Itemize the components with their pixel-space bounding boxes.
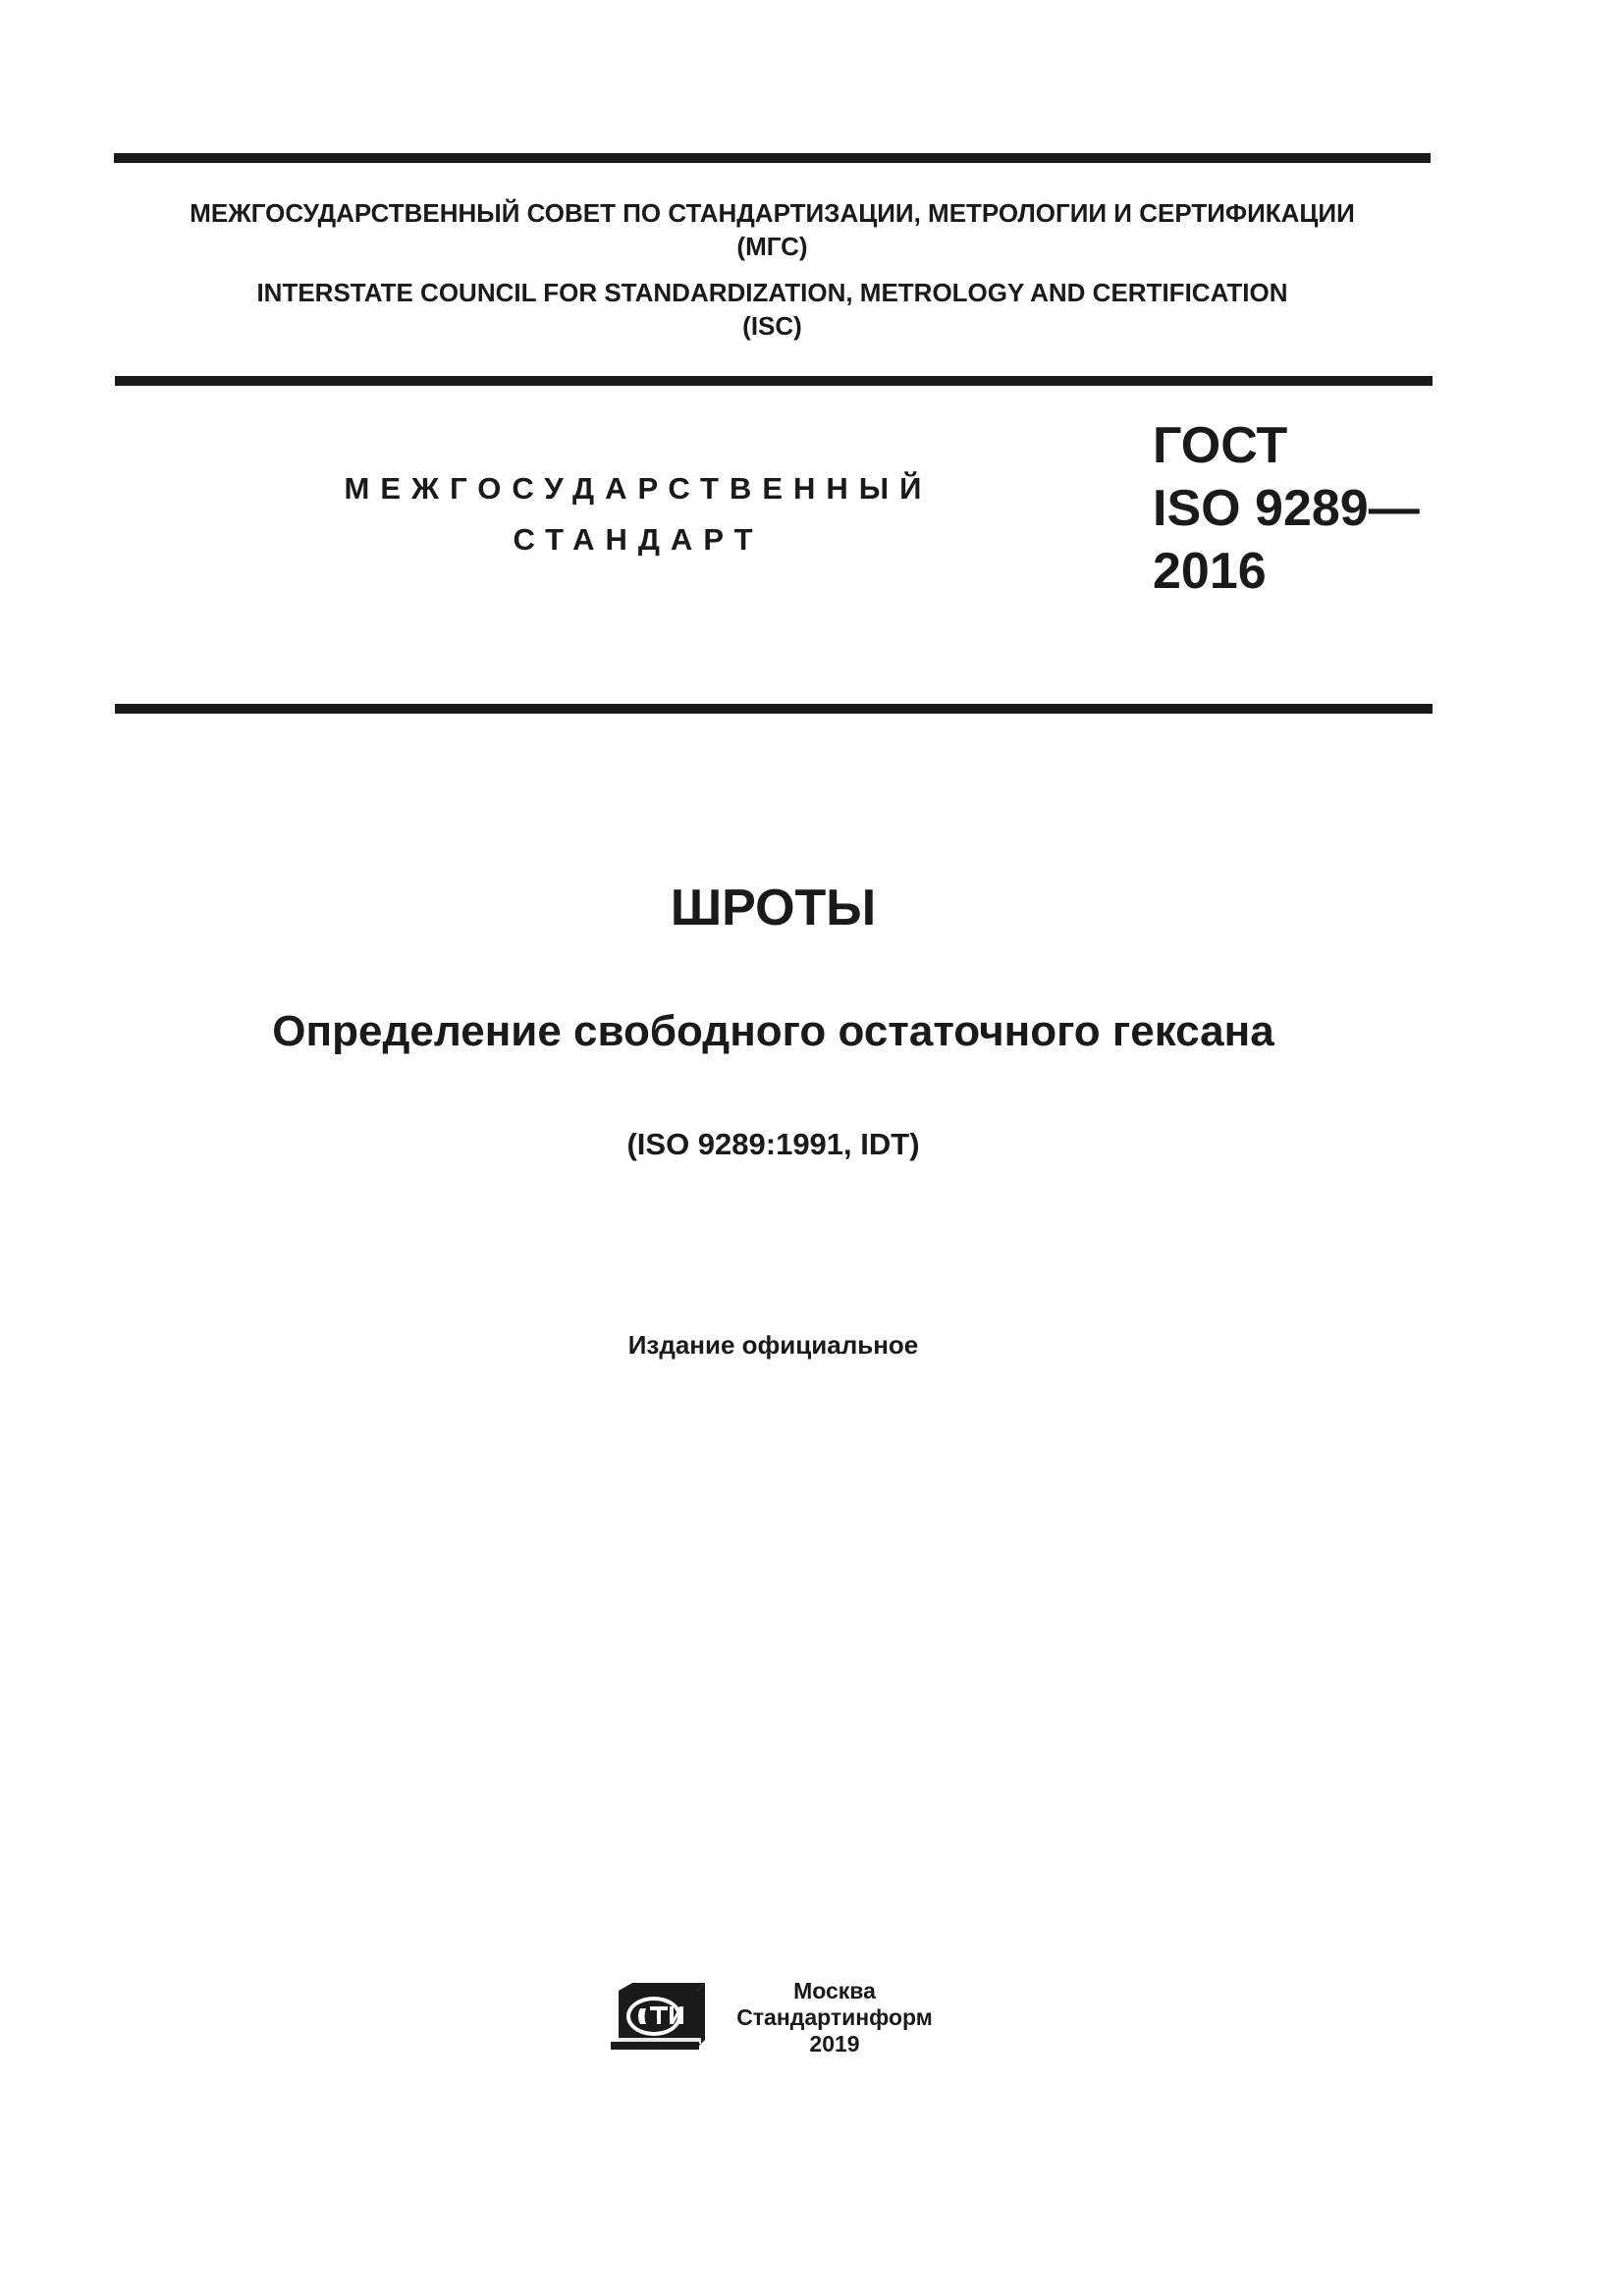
standard-designation-line1: ГОСТ: [1153, 417, 1288, 474]
council-name-en-line1: INTERSTATE COUNCIL FOR STANDARDIZATION, METROLOGY AND CERTIFICATION: [256, 278, 1288, 307]
publisher-name: Стандартинформ: [736, 2004, 933, 2030]
standard-type: [295, 463, 982, 565]
standard-designation-line2: ISO 9289—: [1153, 480, 1420, 537]
publication-year: 2019: [809, 2031, 860, 2056]
standard-type-line2: СТАНДАРТ: [513, 522, 764, 557]
edition-note: Издание официальное: [627, 1330, 919, 1360]
council-abbr-ru: (МГС): [736, 232, 808, 261]
council-name-ru: [114, 196, 1431, 263]
publisher-city: Москва: [793, 1978, 876, 2003]
document-subtitle: Определение свободного остаточного гексана: [272, 1007, 1274, 1055]
standard-designation-line3: 2016: [1153, 543, 1267, 600]
council-name-ru-line1: МЕЖГОСУДАРСТВЕННЫЙ СОВЕТ ПО СТАНДАРТИЗАЦИИ, МЕТРОЛОГИИ И СЕРТИФИКАЦИИ: [189, 198, 1355, 228]
standard-designation: [1153, 414, 1420, 603]
bottom-rule: [115, 704, 1433, 714]
standartinform-logo-icon: [611, 1979, 705, 2052]
top-rule: [114, 153, 1431, 163]
council-abbr-en: (ISC): [742, 311, 802, 341]
document-title: ШРОТЫ: [670, 880, 877, 936]
publisher-info: [717, 1978, 952, 2057]
council-name-en: [114, 276, 1431, 343]
standard-type-line1: МЕЖГОСУДАРСТВЕННЫЙ: [344, 471, 933, 506]
middle-rule: [115, 376, 1433, 386]
iso-reference: (ISO 9289:1991, IDT): [626, 1127, 920, 1161]
